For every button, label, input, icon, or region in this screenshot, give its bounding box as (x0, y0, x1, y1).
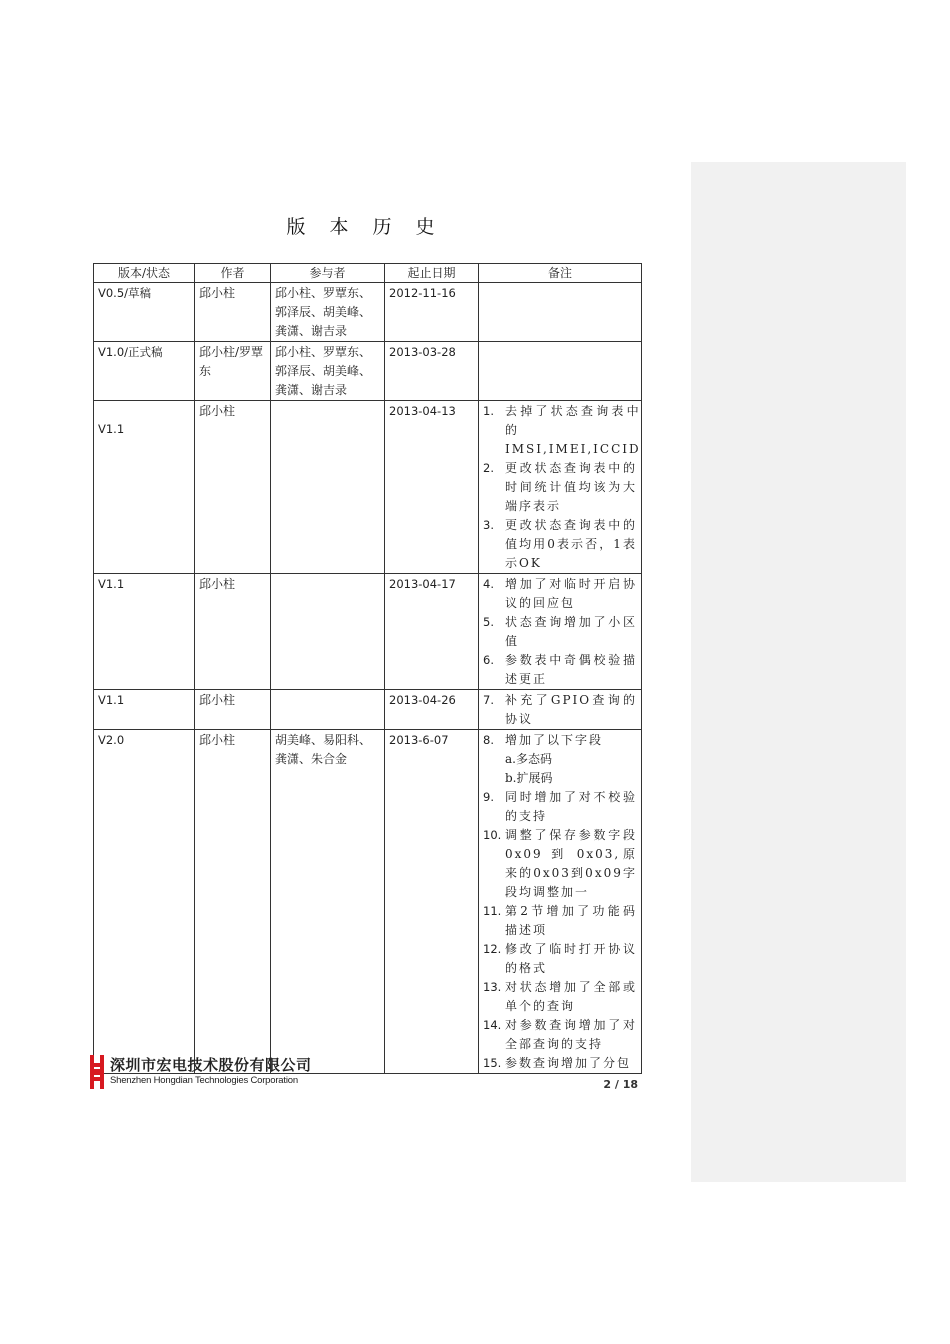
cell-notes (479, 283, 642, 342)
cell-version: V1.0/正式稿 (94, 342, 195, 401)
header-author: 作者 (195, 264, 271, 283)
note-item (483, 788, 637, 826)
version-history-table (93, 263, 642, 1074)
cell-date: 2013-04-17 (385, 574, 479, 690)
cell-date: 2013-6-07 (385, 730, 479, 1074)
note-text: 参数查询增加了分包 (505, 1056, 632, 1070)
note-number: 15. (483, 1056, 502, 1070)
note-text: 修改了临时打开协议的格式 (505, 942, 637, 975)
note-text: 补充了GPIO查询的协议 (505, 693, 637, 726)
cell-notes (479, 342, 642, 401)
cell-author: 邱小柱 (195, 690, 271, 730)
cell-notes (479, 574, 642, 690)
note-subitem (483, 750, 637, 769)
cell-version: V1.1 (94, 690, 195, 730)
notes-list (483, 575, 637, 689)
cell-version: V1.1 (94, 574, 195, 690)
note-number: 2. (483, 461, 494, 475)
note-text: 调整了保存参数字段0x09 到 0x03,原来的0x03到0x09字段均调整加一 (505, 828, 637, 899)
note-number: 14. (483, 1018, 502, 1032)
cell-date: 2012-11-16 (385, 283, 479, 342)
table-row (94, 283, 642, 342)
company-logo (88, 1054, 312, 1090)
note-item (483, 575, 637, 613)
note-number: 11. (483, 904, 502, 918)
note-subtext: a.多态码 (505, 752, 552, 766)
cell-participants (271, 401, 385, 574)
note-number: 6. (483, 653, 494, 667)
notes-list (483, 731, 637, 1073)
table-row (94, 730, 642, 1074)
note-item (483, 516, 637, 573)
cell-author: 邱小柱 (195, 401, 271, 574)
note-number: 7. (483, 693, 494, 707)
note-text: 第2节增加了功能码描述项 (505, 904, 637, 937)
note-number: 10. (483, 828, 502, 842)
table-row (94, 574, 642, 690)
note-item (483, 402, 641, 459)
cell-notes (479, 401, 642, 574)
notes-list (483, 691, 637, 729)
note-item (483, 459, 637, 516)
cell-participants: 胡美峰、易阳科、龚潇、朱合金 (271, 730, 385, 1074)
note-number: 3. (483, 518, 494, 532)
note-text: 增加了对临时开启协议的回应包 (505, 577, 637, 610)
header-version: 版本/状态 (94, 264, 195, 283)
cell-participants (271, 690, 385, 730)
page-number: 2 / 18 (603, 1078, 638, 1091)
header-date: 起止日期 (385, 264, 479, 283)
notes-list (483, 402, 641, 573)
cell-version: V1.1 (94, 401, 195, 574)
table-row (94, 342, 642, 401)
note-item (483, 826, 637, 902)
note-text: 状态查询增加了小区值 (505, 615, 637, 648)
cell-date: 2013-04-13 (385, 401, 479, 574)
note-item (483, 691, 637, 729)
cell-date: 2013-03-28 (385, 342, 479, 401)
note-text: 增加了以下字段 (505, 733, 604, 747)
company-name-cn: 深圳市宏电技术股份有限公司 (110, 1056, 312, 1074)
table-row (94, 690, 642, 730)
company-name-en: Shenzhen Hongdian Technologies Corporation (110, 1075, 298, 1086)
note-number: 12. (483, 942, 502, 956)
note-item (483, 978, 637, 1016)
cell-notes (479, 730, 642, 1074)
note-item (483, 731, 637, 750)
cell-author: 邱小柱/罗覃东 (195, 342, 271, 401)
note-item (483, 902, 637, 940)
note-text: 更改状态查询表中的时间统计值均该为大端序表示 (505, 461, 637, 513)
note-item (483, 613, 637, 651)
cell-notes (479, 690, 642, 730)
cell-version: V0.5/草稿 (94, 283, 195, 342)
table-header-row (94, 264, 642, 283)
note-text: 更改状态查询表中的值均用0表示否，1表示OK (505, 518, 637, 570)
note-item (483, 1016, 637, 1054)
note-number: 5. (483, 615, 494, 629)
cell-date: 2013-04-26 (385, 690, 479, 730)
note-text: 对状态增加了全部或单个的查询 (505, 980, 637, 1013)
note-item (483, 1054, 637, 1073)
note-item (483, 651, 637, 689)
header-notes: 备注 (479, 264, 642, 283)
cell-participants: 邱小柱、罗覃东、郭泽辰、胡美峰、龚潇、谢吉录 (271, 283, 385, 342)
note-subitem (483, 769, 637, 788)
cell-author: 邱小柱 (195, 283, 271, 342)
note-subtext: b.扩展码 (505, 771, 553, 785)
note-number: 4. (483, 577, 494, 591)
table-row (94, 401, 642, 574)
note-number: 9. (483, 790, 494, 804)
cell-version: V2.0 (94, 730, 195, 1074)
page-title: 版 本 历 史 (286, 216, 444, 238)
comment-margin-panel (691, 162, 906, 1182)
hongdian-logo-icon (88, 1054, 106, 1090)
header-participants: 参与者 (271, 264, 385, 283)
note-number: 8. (483, 733, 494, 747)
cell-author: 邱小柱 (195, 730, 271, 1074)
note-text: 去掉了状态查询表中的IMSI,IMEI,ICCID (505, 404, 641, 456)
cell-participants (271, 574, 385, 690)
note-number: 13. (483, 980, 502, 994)
note-text: 对参数查询增加了对全部查询的支持 (505, 1018, 637, 1051)
note-item (483, 940, 637, 978)
cell-author: 邱小柱 (195, 574, 271, 690)
note-text: 同时增加了对不校验的支持 (505, 790, 637, 823)
note-text: 参数表中奇偶校验描述更正 (505, 653, 637, 686)
cell-participants: 邱小柱、罗覃东、郭泽辰、胡美峰、龚潇、谢吉录 (271, 342, 385, 401)
note-number: 1. (483, 404, 494, 418)
